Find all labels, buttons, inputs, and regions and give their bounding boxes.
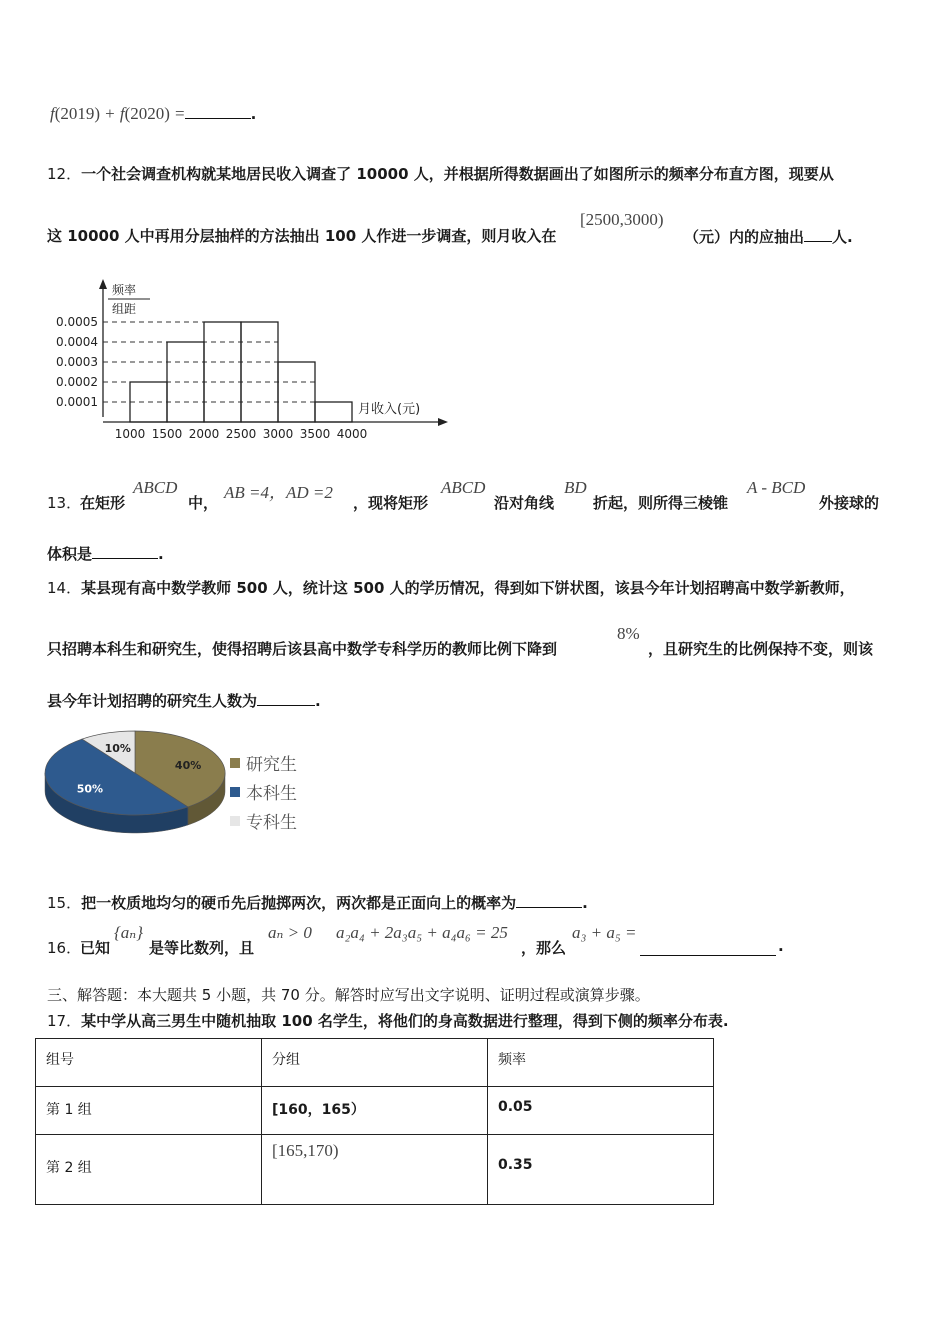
q16-m1: {aₙ}: [114, 923, 143, 942]
q16-line: [47, 923, 927, 963]
histogram-x-tick-label: 1000: [114, 427, 146, 441]
q16-t2: 是等比数列，且: [149, 939, 255, 957]
histogram-bar: [204, 322, 241, 422]
histogram-bar: [315, 402, 352, 422]
histogram-x-tick-label: 3500: [299, 427, 331, 441]
q11-arg2: (2020): [124, 104, 170, 123]
pie-slice-label: 50%: [76, 782, 104, 796]
q15-line: [47, 891, 588, 913]
histogram-y-tick-label: 0.0001: [56, 395, 98, 409]
histogram-x-arrow: [438, 418, 448, 426]
q11-arg1: (2019): [54, 104, 101, 123]
q13-t2: 中，: [188, 494, 219, 512]
pie-slice-label: 40%: [174, 759, 202, 772]
pie-legend-label: 专科生: [246, 813, 297, 833]
pie-legend-swatch: [230, 758, 240, 768]
histogram-xlabel: 月收入(元): [358, 402, 421, 417]
q12-text-line2b: （元）内的应抽出: [684, 228, 805, 246]
q13-t6: 外接球的: [819, 494, 880, 512]
histogram-chart: [40, 275, 460, 450]
q11-tail: [50, 102, 256, 124]
pie-legend-item: [230, 748, 297, 777]
histogram-x-tick-label: 2000: [188, 427, 220, 441]
q16-t3: ，那么: [521, 939, 567, 957]
pie-slice-label: 10%: [104, 742, 131, 756]
q11-f2: f: [119, 104, 125, 123]
q13-t5: 折起，则所得三棱锥: [593, 494, 729, 512]
histogram-x-tick-label: 1500: [151, 427, 183, 441]
table-cell-group: 第 1 组: [36, 1087, 262, 1135]
q12-line2-end: [684, 225, 853, 247]
q13-m5: A - BCD: [747, 478, 806, 497]
q11-f1: f: [50, 104, 55, 123]
table-header-freq: 频率: [488, 1039, 714, 1087]
q15-answer-blank[interactable]: [516, 891, 582, 908]
table-header-group: 组号: [36, 1039, 262, 1087]
q13-line2: [47, 542, 164, 564]
q11-period: .: [250, 105, 257, 123]
pie-legend-label: 研究生: [246, 755, 297, 775]
q11-plus: +: [105, 104, 115, 123]
q15-number: 15．: [47, 894, 82, 912]
table-cell-interval: [160，165）: [262, 1087, 488, 1135]
histogram-ylabel-bottom: 组距: [112, 302, 137, 316]
q12-interval: [2500,3000): [580, 210, 664, 229]
table-row: [36, 1087, 714, 1135]
q13-period: .: [158, 545, 164, 563]
histogram-x-tick-label: 4000: [336, 427, 368, 441]
q16-answer-blank[interactable]: [640, 939, 776, 956]
q13-m1: ABCD: [133, 478, 178, 497]
table-cell-group: 第 2 组: [36, 1135, 262, 1205]
q14-line2: [47, 638, 557, 659]
pie-legend-item: [230, 777, 297, 806]
table-row: [36, 1135, 714, 1205]
q16-m3: a₂a₄ + 2a₃a₅ + a₄a₆ = 25: [336, 923, 508, 942]
q14-line2-end: [648, 638, 873, 659]
q12-text-line1: 一个社会调查机构就某地居民收入调查了 10000 人，并根据所得数据画出了如图所示的频率分布直方图，现要从: [81, 165, 834, 183]
table-cell-freq: 0.35: [488, 1135, 714, 1205]
table-header-interval: 分组: [262, 1039, 488, 1087]
q16-t1: 已知: [80, 939, 111, 957]
q17-text: 某中学从高三男生中随机抽取 100 名学生，将他们的身高数据进行整理，得到下侧的频率分布表.: [81, 1012, 729, 1030]
q13-m4: BD: [564, 478, 587, 497]
q17-number: 17．: [47, 1012, 82, 1030]
q14-number: 14．: [47, 579, 82, 597]
q16-m4: a₃ + a₅ =: [572, 923, 637, 942]
q13-number: 13．: [47, 494, 82, 512]
q12-answer-blank[interactable]: [804, 225, 832, 242]
q12-number: 12．: [47, 165, 82, 183]
q13-line2-text: 体积是: [47, 545, 93, 563]
table-cell-interval: [165,170): [262, 1135, 488, 1205]
pie-legend-label: 本科生: [246, 784, 297, 804]
table-header-row: [36, 1039, 714, 1087]
q12-line2: [47, 225, 556, 246]
table-cell-freq: 0.05: [488, 1087, 714, 1135]
q13-line1: [47, 478, 927, 518]
q13-t1: 在矩形: [80, 494, 126, 512]
q13-m3: ABCD: [441, 478, 486, 497]
histogram-x-tick-label: 2500: [225, 427, 257, 441]
histogram-ylabel-top: 频率: [112, 283, 137, 297]
pie-legend-swatch: [230, 787, 240, 797]
histogram-y-tick-label: 0.0003: [56, 355, 98, 369]
q13-answer-blank[interactable]: [92, 542, 158, 559]
q16-m2: aₙ > 0: [268, 923, 312, 942]
q11-answer-blank[interactable]: [185, 102, 251, 119]
pie-legend-item: [230, 806, 297, 835]
histogram-x-tick-label: 3000: [262, 427, 294, 441]
q12-line1: [47, 163, 834, 184]
histogram-y-tick-label: 0.0004: [56, 335, 98, 349]
q14-percent: 8%: [617, 624, 640, 643]
q13-t3: ，现将矩形: [353, 494, 429, 512]
pie-legend: [230, 748, 297, 835]
q15-text: 把一枚质地均匀的硬币先后抛掷两次，两次都是正面向上的概率为: [81, 894, 517, 912]
histogram-y-arrow: [99, 279, 107, 289]
histogram-bar: [278, 362, 315, 422]
q14-text-line3: 县今年计划招聘的研究生人数为: [47, 692, 258, 710]
q14-line3: [47, 689, 321, 711]
q14-period: .: [315, 692, 321, 710]
q13-m2: AB =4，AD =2: [224, 483, 333, 502]
q12-text-line2c: 人.: [832, 228, 853, 246]
frequency-table: [35, 1038, 714, 1205]
histogram-y-tick-label: 0.0005: [56, 315, 98, 329]
q17-line: [47, 1010, 729, 1031]
q14-text-line1: 某县现有高中数学教师 500 人，统计这 500 人的学历情况，得到如下饼状图，该县今年计划招聘高中数学新教师，: [81, 579, 855, 597]
q12-text-line2a: 这 10000 人中再用分层抽样的方法抽出 100 人作进一步调查，则月收入在: [47, 227, 557, 245]
q11-eq: =: [175, 104, 185, 123]
histogram-bar: [241, 322, 278, 422]
q14-answer-blank[interactable]: [257, 689, 315, 706]
section3-heading: 三、解答题：本大题共 5 小题，共 70 分。解答时应写出文字说明、证明过程或演算步骤。: [47, 986, 650, 1004]
q14-text-line2b: ，且研究生的比例保持不变，则该: [648, 640, 874, 658]
q16-number: 16．: [47, 939, 82, 957]
q14-line1: [47, 577, 855, 598]
q13-t4: 沿对角线: [494, 494, 555, 512]
q15-period: .: [582, 894, 588, 912]
q14-text-line2a: 只招聘本科生和研究生，使得招聘后该县高中数学专科学历的教师比例下降到: [47, 640, 558, 658]
q16-period: .: [778, 937, 784, 955]
pie-legend-swatch: [230, 816, 240, 826]
histogram-y-tick-label: 0.0002: [56, 375, 98, 389]
